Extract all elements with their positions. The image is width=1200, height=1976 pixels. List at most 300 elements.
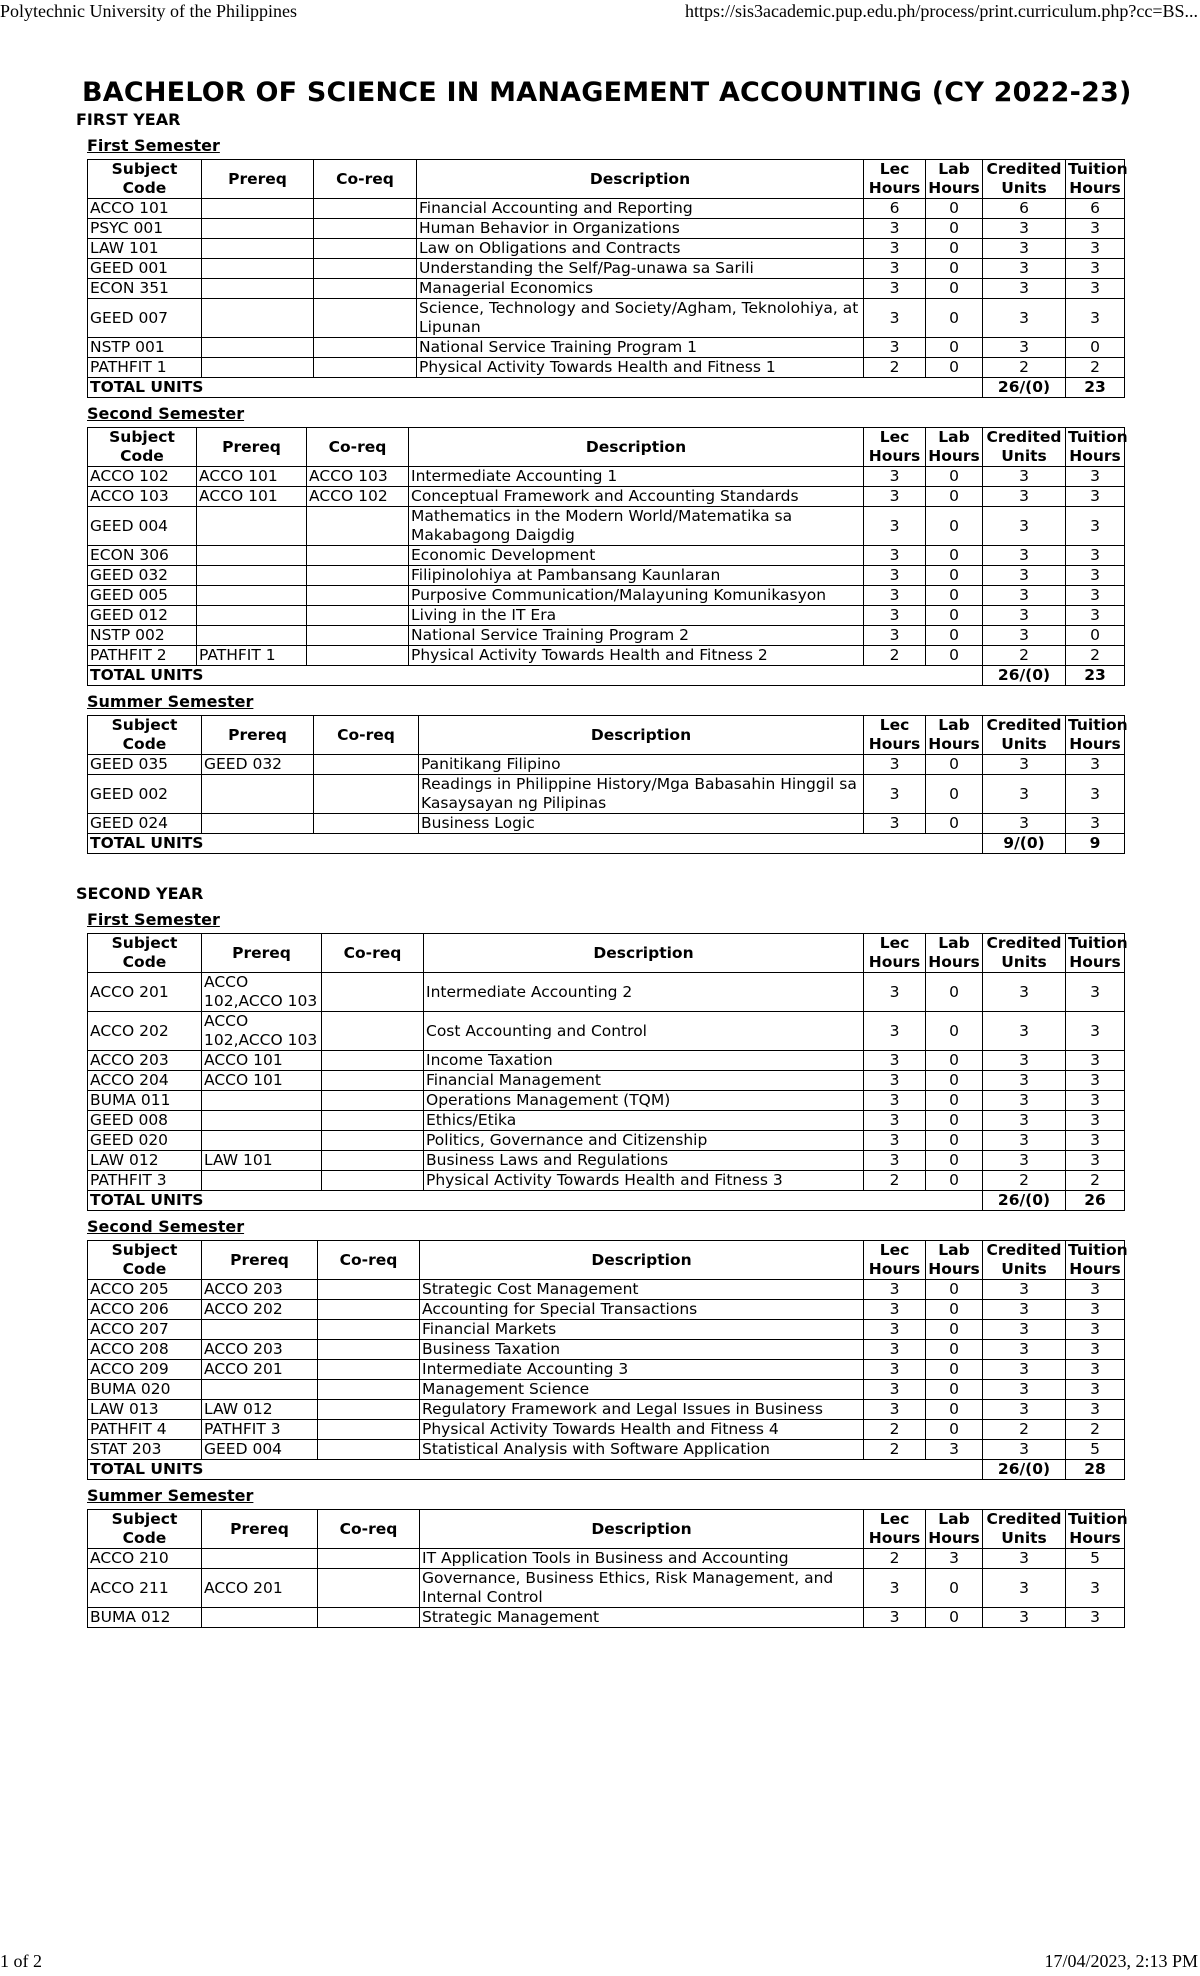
cell-subject-code: ACCO 204 xyxy=(88,1071,202,1091)
cell-credited-units: 2 xyxy=(983,1420,1066,1440)
column-header-description: Description xyxy=(420,1241,864,1280)
column-header-subject-code: Subject Code xyxy=(88,160,202,199)
cell-lec-hours: 3 xyxy=(864,566,926,586)
cell-credited-units: 3 xyxy=(983,1091,1066,1111)
cell-lec-hours: 3 xyxy=(864,1569,926,1608)
cell-prereq xyxy=(202,199,314,219)
total-units-label: TOTAL UNITS xyxy=(88,1191,864,1211)
cell-description: Intermediate Accounting 3 xyxy=(420,1360,864,1380)
cell-co-req xyxy=(307,546,409,566)
cell-credited-units: 3 xyxy=(983,973,1066,1012)
table-row xyxy=(88,1280,1125,1300)
cell-prereq: LAW 012 xyxy=(202,1400,318,1420)
column-header-lab-hours: Lab Hours xyxy=(926,160,983,199)
cell-lec-hours: 2 xyxy=(864,1420,926,1440)
cell-description: Business Taxation xyxy=(420,1340,864,1360)
cell-subject-code: ACCO 205 xyxy=(88,1280,202,1300)
table-row xyxy=(88,259,1125,279)
cell-prereq: LAW 101 xyxy=(202,1151,322,1171)
cell-tuition-hours: 3 xyxy=(1066,239,1125,259)
table-row xyxy=(88,279,1125,299)
cell-credited-units: 3 xyxy=(983,775,1066,814)
cell-description: Politics, Governance and Citizenship xyxy=(424,1131,864,1151)
cell-description: Income Taxation xyxy=(424,1051,864,1071)
cell-lab-hours: 0 xyxy=(926,338,983,358)
cell-credited-units: 3 xyxy=(983,755,1066,775)
cell-lab-hours: 0 xyxy=(926,814,983,834)
table-row xyxy=(88,1012,1125,1051)
column-header-lab-hours: Lab Hours xyxy=(926,428,983,467)
cell-subject-code: GEED 005 xyxy=(88,586,197,606)
column-header-tuition-hours: Tuition Hours xyxy=(1066,1241,1125,1280)
cell-prereq: ACCO 203 xyxy=(202,1340,318,1360)
column-header-subject-code: Subject Code xyxy=(88,934,202,973)
cell-lec-hours: 2 xyxy=(864,358,926,378)
semester-heading: Second Semester xyxy=(87,1217,245,1236)
cell-co-req xyxy=(318,1549,420,1569)
cell-co-req xyxy=(307,646,409,666)
cell-tuition-hours: 3 xyxy=(1066,219,1125,239)
cell-tuition-hours: 0 xyxy=(1066,626,1125,646)
column-header-lab-hours: Lab Hours xyxy=(926,1510,983,1549)
column-header-description: Description xyxy=(419,716,864,755)
column-header-lab-hours: Lab Hours xyxy=(926,934,983,973)
column-header-description: Description xyxy=(420,1510,864,1549)
curriculum-document xyxy=(76,76,1132,1634)
cell-credited-units: 3 xyxy=(983,219,1066,239)
cell-description: Strategic Cost Management xyxy=(420,1280,864,1300)
cell-lab-hours: 0 xyxy=(926,626,983,646)
table-row xyxy=(88,1320,1125,1340)
total-spacer xyxy=(864,1191,983,1211)
column-header-co-req: Co-req xyxy=(314,160,417,199)
cell-subject-code: LAW 013 xyxy=(88,1400,202,1420)
cell-subject-code: PATHFIT 1 xyxy=(88,358,202,378)
cell-lec-hours: 3 xyxy=(864,1091,926,1111)
cell-credited-units: 3 xyxy=(983,814,1066,834)
cell-co-req xyxy=(322,1051,424,1071)
cell-lec-hours: 3 xyxy=(864,1280,926,1300)
cell-credited-units: 3 xyxy=(983,1151,1066,1171)
column-header-lec-hours: Lec Hours xyxy=(864,1241,926,1280)
cell-co-req xyxy=(318,1300,420,1320)
cell-co-req: ACCO 102 xyxy=(307,487,409,507)
cell-tuition-hours: 3 xyxy=(1066,1131,1125,1151)
total-tuition-hours: 23 xyxy=(1066,666,1125,686)
cell-subject-code: BUMA 011 xyxy=(88,1091,202,1111)
cell-prereq xyxy=(197,507,307,546)
cell-tuition-hours: 3 xyxy=(1066,1300,1125,1320)
cell-co-req xyxy=(307,606,409,626)
cell-tuition-hours: 3 xyxy=(1066,259,1125,279)
cell-co-req xyxy=(318,1440,420,1460)
column-header-co-req: Co-req xyxy=(318,1241,420,1280)
cell-co-req xyxy=(314,814,419,834)
column-header-description: Description xyxy=(409,428,864,467)
cell-tuition-hours: 3 xyxy=(1066,299,1125,338)
column-header-co-req: Co-req xyxy=(322,934,424,973)
cell-tuition-hours: 3 xyxy=(1066,1280,1125,1300)
total-units-label: TOTAL UNITS xyxy=(88,1460,864,1480)
cell-tuition-hours: 3 xyxy=(1066,487,1125,507)
column-header-credited-units: Credited Units xyxy=(983,428,1066,467)
cell-lab-hours: 0 xyxy=(926,299,983,338)
cell-credited-units: 2 xyxy=(983,646,1066,666)
table-row xyxy=(88,338,1125,358)
cell-credited-units: 3 xyxy=(983,1111,1066,1131)
cell-credited-units: 3 xyxy=(983,1360,1066,1380)
cell-lec-hours: 3 xyxy=(864,338,926,358)
cell-lec-hours: 3 xyxy=(864,1380,926,1400)
semester-heading: Summer Semester xyxy=(87,1486,254,1505)
cell-co-req xyxy=(322,1091,424,1111)
cell-lab-hours: 0 xyxy=(926,219,983,239)
cell-credited-units: 3 xyxy=(983,279,1066,299)
cell-subject-code: ACCO 103 xyxy=(88,487,197,507)
cell-credited-units: 3 xyxy=(983,1320,1066,1340)
cell-subject-code: NSTP 002 xyxy=(88,626,197,646)
cell-lec-hours: 3 xyxy=(864,1131,926,1151)
column-header-credited-units: Credited Units xyxy=(983,1241,1066,1280)
cell-subject-code: ACCO 211 xyxy=(88,1569,202,1608)
total-units-label: TOTAL UNITS xyxy=(88,378,864,398)
cell-credited-units: 3 xyxy=(983,1400,1066,1420)
cell-description: Management Science xyxy=(420,1380,864,1400)
cell-description: Human Behavior in Organizations xyxy=(417,219,864,239)
cell-prereq xyxy=(202,338,314,358)
cell-credited-units: 3 xyxy=(983,1012,1066,1051)
table-header-row xyxy=(88,1510,1125,1549)
column-header-subject-code: Subject Code xyxy=(88,1510,202,1549)
cell-description: Mathematics in the Modern World/Matematika sa Makabagong Daigdig xyxy=(409,507,864,546)
cell-subject-code: PATHFIT 3 xyxy=(88,1171,202,1191)
cell-lab-hours: 0 xyxy=(926,586,983,606)
table-row xyxy=(88,1051,1125,1071)
cell-lab-hours: 0 xyxy=(926,1300,983,1320)
column-header-prereq: Prereq xyxy=(202,160,314,199)
cell-prereq: ACCO 101 xyxy=(197,467,307,487)
cell-credited-units: 3 xyxy=(983,259,1066,279)
table-row xyxy=(88,775,1125,814)
cell-co-req xyxy=(314,338,417,358)
table-row xyxy=(88,1131,1125,1151)
cell-subject-code: GEED 012 xyxy=(88,606,197,626)
cell-description: National Service Training Program 1 xyxy=(417,338,864,358)
total-units-row xyxy=(88,834,1125,854)
column-header-credited-units: Credited Units xyxy=(983,1510,1066,1549)
cell-lab-hours: 0 xyxy=(926,1380,983,1400)
cell-lec-hours: 3 xyxy=(864,467,926,487)
total-units-label: TOTAL UNITS xyxy=(88,666,864,686)
cell-co-req xyxy=(322,1151,424,1171)
cell-subject-code: ECON 351 xyxy=(88,279,202,299)
cell-lec-hours: 3 xyxy=(864,1360,926,1380)
cell-description: Understanding the Self/Pag-unawa sa Sarili xyxy=(417,259,864,279)
cell-co-req xyxy=(307,507,409,546)
cell-prereq xyxy=(202,219,314,239)
curriculum-years xyxy=(76,110,1126,1628)
cell-lec-hours: 3 xyxy=(864,775,926,814)
cell-subject-code: ACCO 208 xyxy=(88,1340,202,1360)
cell-tuition-hours: 3 xyxy=(1066,1111,1125,1131)
year-heading: FIRST YEAR xyxy=(76,110,181,129)
cell-prereq xyxy=(197,626,307,646)
cell-co-req xyxy=(314,775,419,814)
cell-tuition-hours: 3 xyxy=(1066,279,1125,299)
cell-tuition-hours: 3 xyxy=(1066,1320,1125,1340)
table-header-row xyxy=(88,716,1125,755)
cell-lec-hours: 3 xyxy=(864,487,926,507)
column-header-tuition-hours: Tuition Hours xyxy=(1066,160,1125,199)
column-header-prereq: Prereq xyxy=(202,716,314,755)
cell-lab-hours: 3 xyxy=(926,1440,983,1460)
cell-description: Conceptual Framework and Accounting Standards xyxy=(409,487,864,507)
cell-prereq xyxy=(202,279,314,299)
table-row xyxy=(88,1400,1125,1420)
cell-lec-hours: 6 xyxy=(864,199,926,219)
total-spacer xyxy=(864,1460,983,1480)
cell-lec-hours: 3 xyxy=(864,239,926,259)
curriculum-table xyxy=(87,933,1128,1211)
column-header-subject-code: Subject Code xyxy=(88,716,202,755)
cell-co-req xyxy=(307,566,409,586)
cell-lab-hours: 0 xyxy=(926,606,983,626)
column-header-co-req: Co-req xyxy=(318,1510,420,1549)
cell-prereq: ACCO 201 xyxy=(202,1569,318,1608)
table-row xyxy=(88,1360,1125,1380)
cell-prereq xyxy=(202,358,314,378)
curriculum-table xyxy=(87,715,1128,854)
cell-co-req xyxy=(322,1131,424,1151)
cell-tuition-hours: 3 xyxy=(1066,755,1125,775)
table-row xyxy=(88,755,1125,775)
cell-description: Governance, Business Ethics, Risk Management, and Internal Control xyxy=(420,1569,864,1608)
cell-lab-hours: 0 xyxy=(926,755,983,775)
cell-lab-hours: 0 xyxy=(926,259,983,279)
cell-credited-units: 3 xyxy=(983,566,1066,586)
cell-prereq: ACCO 102,ACCO 103 xyxy=(202,1012,322,1051)
column-header-lec-hours: Lec Hours xyxy=(864,428,926,467)
cell-subject-code: GEED 004 xyxy=(88,507,197,546)
cell-tuition-hours: 3 xyxy=(1066,566,1125,586)
cell-subject-code: ACCO 207 xyxy=(88,1320,202,1340)
cell-description: Operations Management (TQM) xyxy=(424,1091,864,1111)
column-header-tuition-hours: Tuition Hours xyxy=(1066,428,1125,467)
cell-description: Physical Activity Towards Health and Fitness 1 xyxy=(417,358,864,378)
cell-credited-units: 6 xyxy=(983,199,1066,219)
cell-co-req: ACCO 103 xyxy=(307,467,409,487)
table-row xyxy=(88,586,1125,606)
curriculum-table xyxy=(87,427,1128,686)
cell-lab-hours: 0 xyxy=(926,199,983,219)
cell-lec-hours: 3 xyxy=(864,546,926,566)
cell-co-req xyxy=(314,259,417,279)
cell-lec-hours: 3 xyxy=(864,1111,926,1131)
cell-subject-code: ACCO 102 xyxy=(88,467,197,487)
cell-subject-code: GEED 020 xyxy=(88,1131,202,1151)
table-row xyxy=(88,1151,1125,1171)
cell-credited-units: 3 xyxy=(983,1280,1066,1300)
cell-subject-code: ACCO 101 xyxy=(88,199,202,219)
cell-credited-units: 3 xyxy=(983,626,1066,646)
cell-prereq xyxy=(202,1111,322,1131)
cell-description: Intermediate Accounting 1 xyxy=(409,467,864,487)
cell-co-req xyxy=(314,219,417,239)
total-units-label: TOTAL UNITS xyxy=(88,834,864,854)
cell-tuition-hours: 0 xyxy=(1066,338,1125,358)
cell-description: Ethics/Etika xyxy=(424,1111,864,1131)
cell-subject-code: ACCO 209 xyxy=(88,1360,202,1380)
table-header-row xyxy=(88,160,1125,199)
cell-prereq: GEED 032 xyxy=(202,755,314,775)
total-spacer xyxy=(864,834,983,854)
cell-credited-units: 3 xyxy=(983,507,1066,546)
cell-lec-hours: 3 xyxy=(864,299,926,338)
cell-lab-hours: 0 xyxy=(926,467,983,487)
cell-lec-hours: 3 xyxy=(864,606,926,626)
curriculum-table xyxy=(87,159,1128,398)
cell-description: Purposive Communication/Malayuning Komunikasyon xyxy=(409,586,864,606)
cell-co-req xyxy=(318,1320,420,1340)
cell-credited-units: 3 xyxy=(983,1051,1066,1071)
cell-subject-code: GEED 002 xyxy=(88,775,202,814)
cell-prereq: GEED 004 xyxy=(202,1440,318,1460)
table-row xyxy=(88,546,1125,566)
cell-description: Statistical Analysis with Software Application xyxy=(420,1440,864,1460)
cell-co-req xyxy=(322,1171,424,1191)
cell-prereq xyxy=(202,1091,322,1111)
cell-description: Financial Markets xyxy=(420,1320,864,1340)
cell-co-req xyxy=(318,1569,420,1608)
cell-credited-units: 3 xyxy=(983,1440,1066,1460)
cell-subject-code: ECON 306 xyxy=(88,546,197,566)
column-header-prereq: Prereq xyxy=(202,934,322,973)
column-header-prereq: Prereq xyxy=(202,1241,318,1280)
cell-lab-hours: 0 xyxy=(926,1280,983,1300)
cell-description: Physical Activity Towards Health and Fitness 3 xyxy=(424,1171,864,1191)
cell-subject-code: GEED 008 xyxy=(88,1111,202,1131)
cell-tuition-hours: 3 xyxy=(1066,814,1125,834)
cell-lec-hours: 3 xyxy=(864,1608,926,1628)
column-header-lab-hours: Lab Hours xyxy=(926,1241,983,1280)
cell-co-req xyxy=(322,1012,424,1051)
cell-lec-hours: 3 xyxy=(864,1071,926,1091)
cell-subject-code: ACCO 201 xyxy=(88,973,202,1012)
total-tuition-hours: 28 xyxy=(1066,1460,1125,1480)
column-header-co-req: Co-req xyxy=(307,428,409,467)
cell-lab-hours: 0 xyxy=(926,1111,983,1131)
cell-tuition-hours: 3 xyxy=(1066,1091,1125,1111)
cell-credited-units: 3 xyxy=(983,586,1066,606)
cell-lab-hours: 0 xyxy=(926,1420,983,1440)
cell-prereq xyxy=(202,1608,318,1628)
cell-subject-code: GEED 007 xyxy=(88,299,202,338)
table-row xyxy=(88,1608,1125,1628)
cell-tuition-hours: 2 xyxy=(1066,358,1125,378)
total-credited-units: 26/(0) xyxy=(983,378,1066,398)
cell-subject-code: LAW 101 xyxy=(88,239,202,259)
cell-prereq: PATHFIT 1 xyxy=(197,646,307,666)
cell-lec-hours: 3 xyxy=(864,586,926,606)
cell-description: Financial Management xyxy=(424,1071,864,1091)
cell-description: Living in the IT Era xyxy=(409,606,864,626)
cell-tuition-hours: 3 xyxy=(1066,1340,1125,1360)
total-credited-units: 26/(0) xyxy=(983,666,1066,686)
cell-credited-units: 3 xyxy=(983,1071,1066,1091)
cell-lab-hours: 0 xyxy=(926,775,983,814)
cell-tuition-hours: 2 xyxy=(1066,1171,1125,1191)
cell-subject-code: ACCO 206 xyxy=(88,1300,202,1320)
cell-prereq xyxy=(202,775,314,814)
table-row xyxy=(88,1420,1125,1440)
column-header-description: Description xyxy=(417,160,864,199)
column-header-prereq: Prereq xyxy=(202,1510,318,1549)
table-row xyxy=(88,1340,1125,1360)
cell-lab-hours: 0 xyxy=(926,1171,983,1191)
semester-heading: Summer Semester xyxy=(87,692,254,711)
table-header-row xyxy=(88,428,1125,467)
cell-lab-hours: 0 xyxy=(926,239,983,259)
cell-subject-code: STAT 203 xyxy=(88,1440,202,1460)
cell-subject-code: ACCO 202 xyxy=(88,1012,202,1051)
table-row xyxy=(88,487,1125,507)
table-row xyxy=(88,626,1125,646)
cell-lec-hours: 3 xyxy=(864,755,926,775)
cell-credited-units: 3 xyxy=(983,546,1066,566)
cell-subject-code: PATHFIT 2 xyxy=(88,646,197,666)
cell-lab-hours: 0 xyxy=(926,487,983,507)
column-header-credited-units: Credited Units xyxy=(983,716,1066,755)
cell-lec-hours: 3 xyxy=(864,1340,926,1360)
total-spacer xyxy=(864,666,983,686)
column-header-prereq: Prereq xyxy=(197,428,307,467)
total-spacer xyxy=(864,378,983,398)
cell-co-req xyxy=(318,1280,420,1300)
cell-co-req xyxy=(314,299,417,338)
table-row xyxy=(88,1111,1125,1131)
column-header-lec-hours: Lec Hours xyxy=(864,1510,926,1549)
cell-subject-code: GEED 032 xyxy=(88,566,197,586)
cell-lab-hours: 0 xyxy=(926,1320,983,1340)
cell-credited-units: 3 xyxy=(983,1300,1066,1320)
cell-tuition-hours: 3 xyxy=(1066,973,1125,1012)
curriculum-table xyxy=(87,1509,1128,1628)
cell-tuition-hours: 3 xyxy=(1066,1051,1125,1071)
cell-description: Financial Accounting and Reporting xyxy=(417,199,864,219)
column-header-tuition-hours: Tuition Hours xyxy=(1066,1510,1125,1549)
cell-credited-units: 3 xyxy=(983,299,1066,338)
table-header-row xyxy=(88,1241,1125,1280)
cell-prereq: ACCO 202 xyxy=(202,1300,318,1320)
column-header-description: Description xyxy=(424,934,864,973)
cell-co-req xyxy=(314,755,419,775)
cell-lab-hours: 0 xyxy=(926,973,983,1012)
cell-subject-code: GEED 001 xyxy=(88,259,202,279)
cell-lec-hours: 3 xyxy=(864,507,926,546)
cell-lab-hours: 0 xyxy=(926,1071,983,1091)
cell-lab-hours: 0 xyxy=(926,1091,983,1111)
table-row xyxy=(88,606,1125,626)
cell-description: Economic Development xyxy=(409,546,864,566)
cell-description: Physical Activity Towards Health and Fitness 4 xyxy=(420,1420,864,1440)
cell-prereq xyxy=(197,586,307,606)
cell-description: Science, Technology and Society/Agham, Teknolohiya, at Lipunan xyxy=(417,299,864,338)
cell-tuition-hours: 3 xyxy=(1066,586,1125,606)
cell-lab-hours: 0 xyxy=(926,1012,983,1051)
cell-description: Readings in Philippine History/Mga Babasahin Hinggil sa Kasaysayan ng Pilipinas xyxy=(419,775,864,814)
cell-lec-hours: 3 xyxy=(864,259,926,279)
semester-heading: First Semester xyxy=(87,910,220,929)
